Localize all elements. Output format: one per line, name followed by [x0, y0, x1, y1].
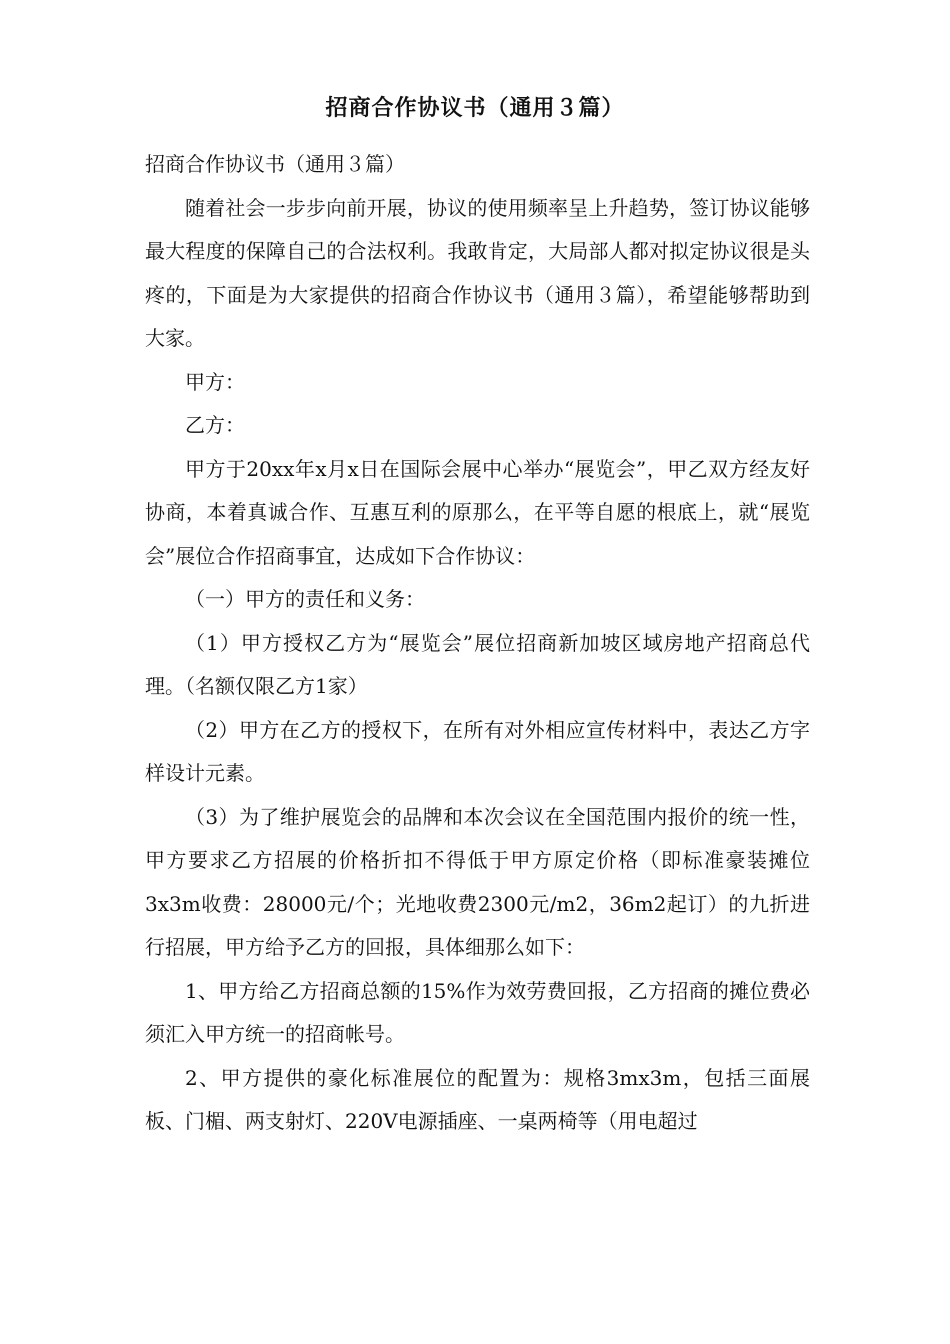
clause-paragraph: 2、甲方提供的豪化标准展位的配置为：规格3mx3m，包括三面展板、门楣、两支射灯、220V电源插座、一桌两椅等（用电超过 — [145, 1065, 810, 1133]
subtitle-paragraph: 招商合作协议书（通用３篇） — [145, 152, 405, 176]
clause-paragraph: 1、甲方给乙方招商总额的15%作为效劳费回报，乙方招商的摊位费必须汇入甲方统一的招商帐号。 — [145, 978, 810, 1046]
agreement-preamble-paragraph: 甲方于20xx年x月x日在国际会展中心举办“展览会”，甲乙双方经友好协商，本着真诚合作、互惠互利的原那么，在平等自愿的根底上，就“展览会”展位合作招商事宜，达成如下合作协议： — [145, 456, 810, 568]
intro-paragraph: 随着社会一步步向前开展，协议的使用频率呈上升趋势，签订协议能够最大程度的保障自己的合法权利。我敢肯定，大局部人都对拟定协议很是头疼的，下面是为大家提供的招商合作协议书（通用３篇），希望能够帮助到大家。 — [145, 195, 810, 350]
clause-paragraph: （2）甲方在乙方的授权下，在所有对外相应宣传材料中，表达乙方字样设计元素。 — [145, 717, 810, 785]
party-a-line: 甲方： — [185, 369, 245, 394]
section-heading: （一）甲方的责任和义务： — [185, 587, 425, 611]
party-b-line: 乙方： — [185, 413, 245, 437]
clause-paragraph: （1）甲方授权乙方为“展览会”展位招商新加坡区域房地产招商总代理。（名额仅限乙方1家） — [145, 630, 810, 698]
page-title: 招商合作协议书（通用３篇） — [325, 95, 625, 121]
document-body — [145, 143, 810, 1144]
clause-paragraph: （3）为了维护展览会的品牌和本次会议在全国范围内报价的统一性，甲方要求乙方招展的价格折扣不得低于甲方原定价格（即标准豪装摊位3x3m收费：28000元/个；光地收费2300元/m2，36m2起订）的九折进行招展，甲方给予乙方的回报，具体细那么如下： — [145, 804, 810, 959]
